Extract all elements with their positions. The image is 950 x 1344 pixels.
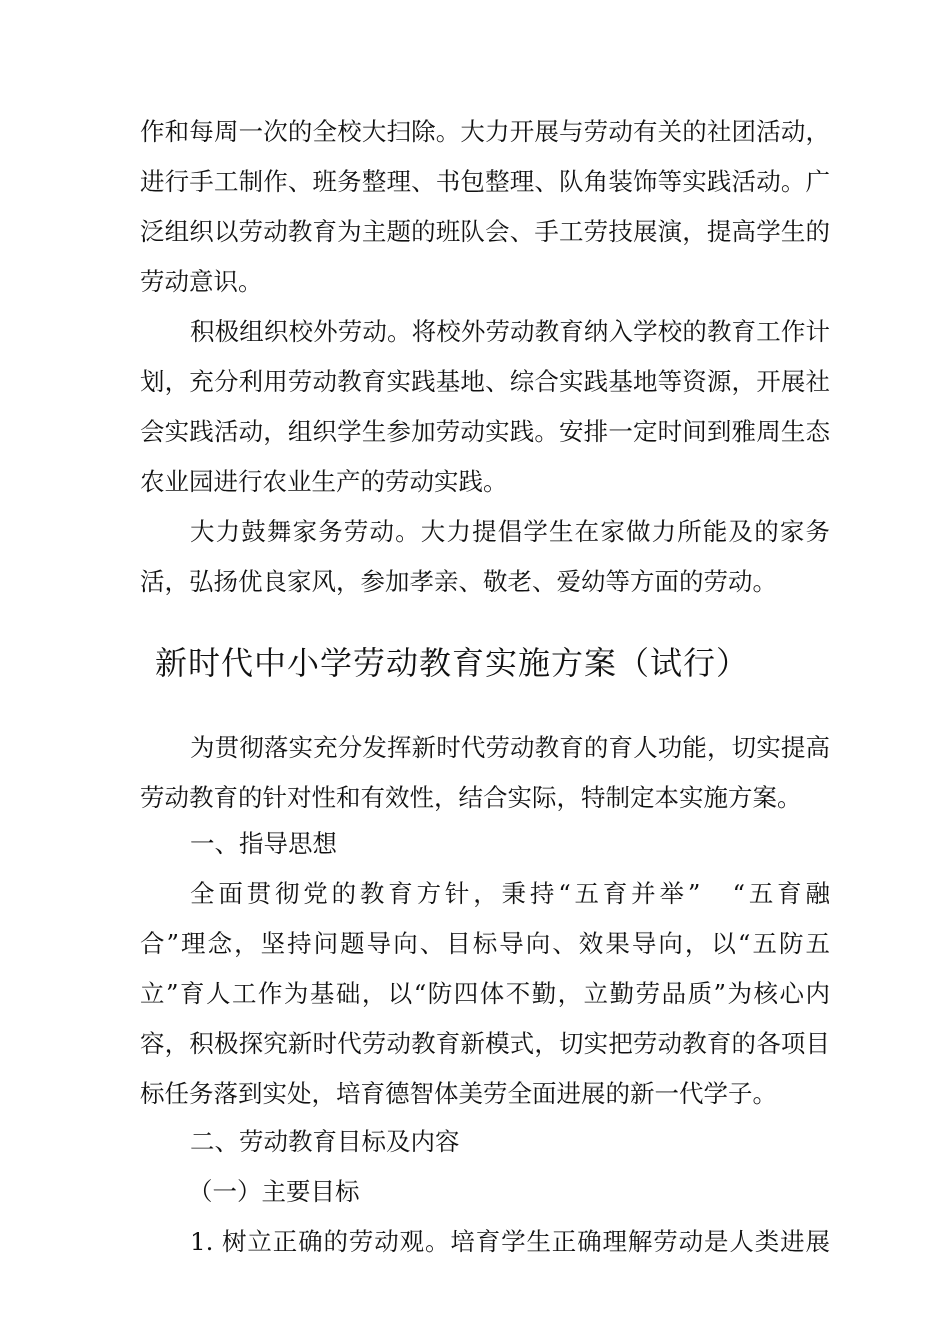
paragraph-line: 积极组织校外劳动。将校外劳动教育纳入学校的教育工作计 [190, 317, 830, 346]
paragraph-line: 劳动教育的针对性和有效性，结合实际，特制定本实施方案。 [140, 783, 802, 812]
paragraph-line: 作和每周一次的全校大扫除。大力开展与劳动有关的社团活动， [140, 117, 830, 146]
paragraph-line: 进行手工制作、班务整理、书包整理、队角装饰等实践活动。广 [140, 167, 830, 196]
document-title: 新时代中小学劳动教育实施方案（试行） [155, 644, 750, 682]
paragraph-line: 农业园进行农业生产的劳动实践。 [140, 467, 508, 496]
subsection-heading: （一）主要目标 [188, 1177, 360, 1206]
list-item-line: 1. 树立正确的劳动观。培育学生正确理解劳动是人类进展 [190, 1227, 830, 1256]
paragraph-line: 为贯彻落实充分发挥新时代劳动教育的育人功能，切实提高 [190, 733, 830, 762]
section-heading: 一、指导思想 [190, 829, 337, 858]
paragraph-line: 标任务落到实处，培育德智体美劳全面进展的新一代学子。 [140, 1079, 777, 1108]
paragraph-line: 会实践活动，组织学生参加劳动实践。安排一定时间到雅周生态 [140, 417, 830, 446]
paragraph-line: 全面贯彻党的教育方针，秉持“五育并举” “五育融 [190, 879, 830, 908]
paragraph-line: 容，积极探究新时代劳动教育新模式，切实把劳动教育的各项目 [140, 1029, 830, 1058]
paragraph-line: 合”理念，坚持问题导向、目标导向、效果导向，以“五防五 [140, 929, 830, 958]
section-heading: 二、劳动教育目标及内容 [190, 1127, 460, 1156]
paragraph-line: 劳动意识。 [140, 267, 263, 296]
paragraph-line: 立”育人工作为基础，以“防四体不勤，立勤劳品质”为核心内 [140, 979, 830, 1008]
paragraph-line: 活，弘扬优良家风，参加孝亲、敬老、爱幼等方面的劳动。 [140, 567, 777, 596]
paragraph-line: 泛组织以劳动教育为主题的班队会、手工劳技展演，提高学生的 [140, 217, 830, 246]
paragraph-line: 划，充分利用劳动教育实践基地、综合实践基地等资源，开展社 [140, 367, 830, 396]
paragraph-line: 大力鼓舞家务劳动。大力提倡学生在家做力所能及的家务 [190, 517, 830, 546]
